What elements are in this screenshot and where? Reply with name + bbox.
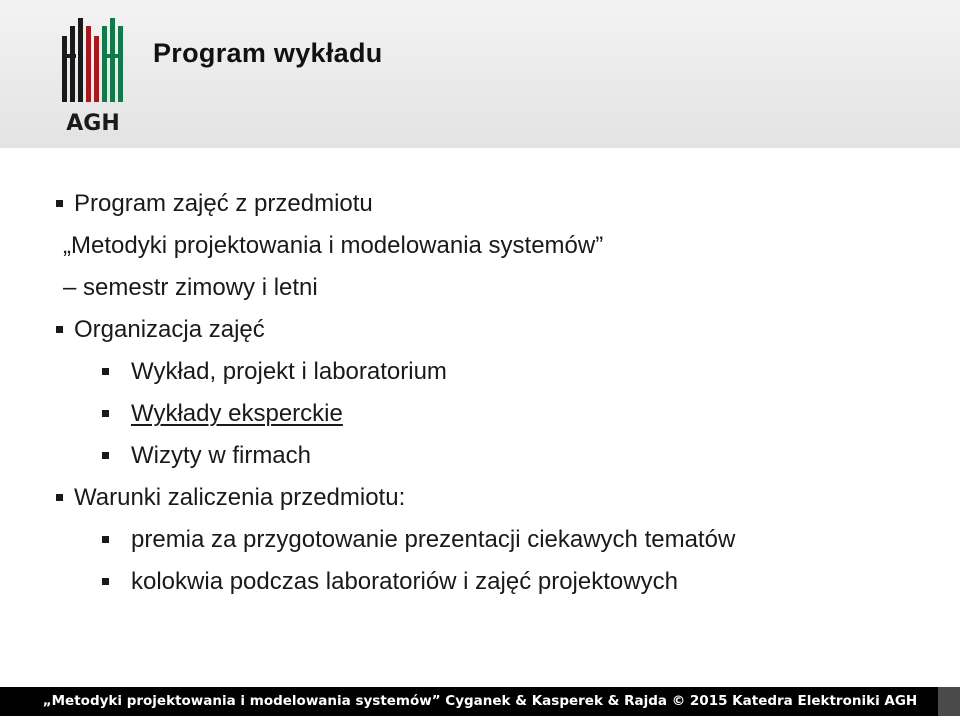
list-item: Program zajęć z przedmiotu (74, 190, 373, 217)
list-item: – semestr zimowy i letni (63, 274, 318, 301)
bullet-marker (102, 536, 109, 543)
list-item: Organizacja zajęć (74, 316, 265, 343)
agh-logo (58, 14, 128, 136)
list-item: Wykład, projekt i laboratorium (131, 358, 447, 385)
page-title: Program wykładu (153, 38, 383, 68)
bullet-marker (102, 578, 109, 585)
bullet-marker (56, 494, 63, 501)
list-item: „Metodyki projektowania i modelowania systemów” (63, 232, 604, 259)
list-item: Wizyty w firmach (131, 442, 311, 469)
bullet-marker (56, 326, 63, 333)
list-item: kolokwia podczas laboratoriów i zajęć projektowych (131, 568, 678, 595)
bullet-marker (102, 368, 109, 375)
slide-header (0, 0, 960, 148)
logo-text: AGH (66, 111, 120, 136)
footer-text: „Metodyki projektowania i modelowania systemów” Cyganek & Kasperek & Rajda © 2015 Katedra Elektroniki AGH (42, 693, 918, 709)
bullet-marker (56, 200, 63, 207)
list-item: premia za przygotowanie prezentacji ciekawych tematów (131, 526, 736, 553)
slide-footer (0, 687, 960, 716)
footer-accent (938, 687, 960, 716)
bullet-marker (102, 452, 109, 459)
link-wyklady-eksperckie[interactable]: Wykłady eksperckie (131, 400, 343, 427)
bullet-marker (102, 410, 109, 417)
list-item: Warunki zaliczenia przedmiotu: (74, 484, 406, 511)
list-item[interactable] (131, 400, 343, 428)
